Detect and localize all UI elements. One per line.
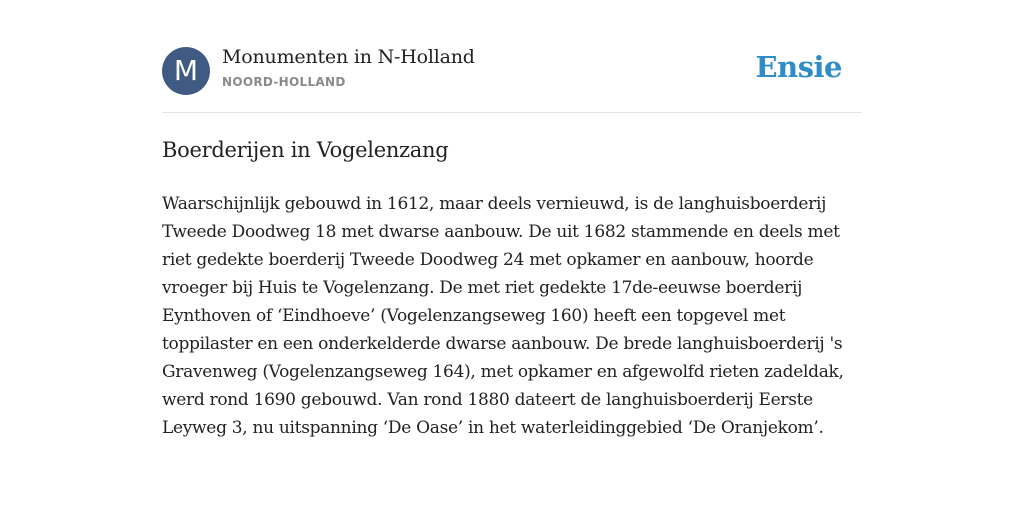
source-name[interactable]: Monumenten in N-Holland bbox=[222, 46, 475, 68]
source-region: NOORD-HOLLAND bbox=[222, 75, 346, 89]
article-body: Waarschijnlijk gebouwd in 1612, maar deels vernieuwd, is de langhuisboerderij Tweede Doodweg 18 met dwarse aanbouw. De uit 1682 stammende en deels met riet gedekte boerderij Tweede Doodweg 24 met opkamer en aanbouw, hoorde vroeger bij Huis te Vogelenzang. De met riet gedekte 17de-eeuwse boerderij Eynthoven of ‘Eindhoeve’ (Vogelenzangseweg 160) heeft een topgevel met toppilaster en een onderkelderde dwarse aanbouw. De brede langhuisboerderij 's Gravenweg (Vogelenzangseweg 164), met opkamer en afgewolfd rieten zadeldak, werd rond 1690 gebouwd. Van rond 1880 dateert de langhuisboerderij Eerste Leyweg 3, nu uitspanning ‘De Oase’ in het waterleidinggebied ‘De Oranjekom’. bbox=[162, 194, 844, 438]
page-title: Boerderijen in Vogelenzang bbox=[162, 138, 449, 162]
source-header bbox=[162, 46, 862, 96]
avatar[interactable]: M bbox=[162, 47, 210, 95]
divider bbox=[162, 112, 862, 113]
brand-logo[interactable]: Ensie bbox=[755, 50, 842, 84]
